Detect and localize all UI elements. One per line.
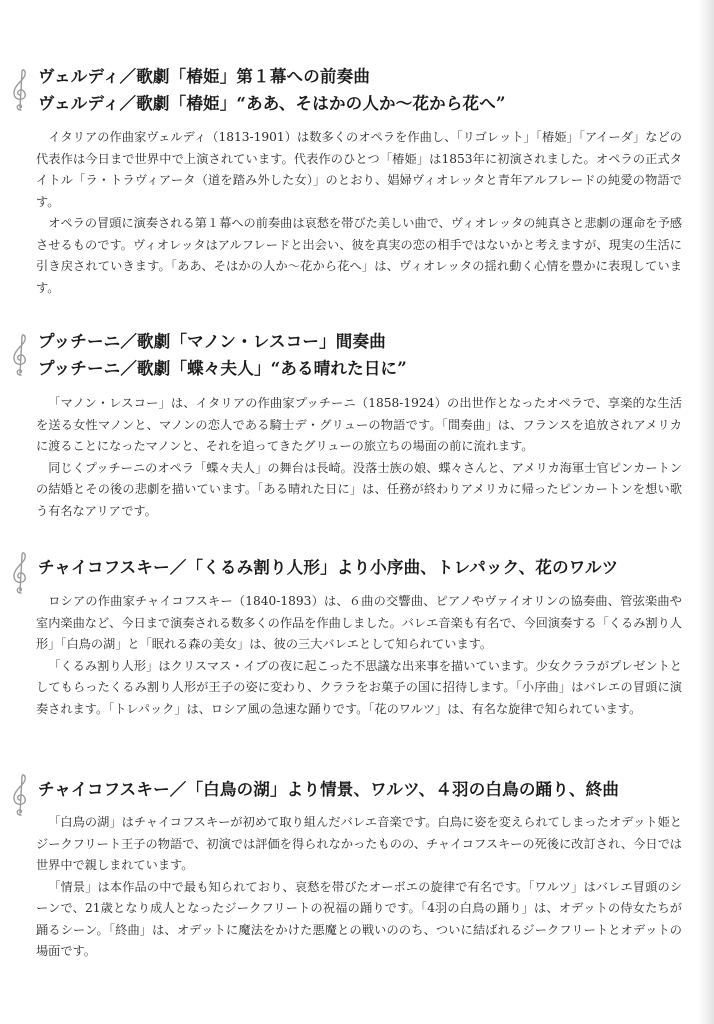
section-body bbox=[36, 393, 682, 522]
section-title: プッチーニ／歌劇「蝶々夫人」“ある晴れた日に” bbox=[38, 359, 407, 378]
section-title: プッチーニ／歌劇「マノン・レスコー」間奏曲 bbox=[38, 332, 386, 351]
treble-clef-icon bbox=[10, 551, 30, 595]
paragraph: 同じくプッチーニのオペラ「蝶々夫人」の舞台は長崎。没落士族の娘、蝶々さんと、アメリカ海軍士官ピンカートンの結婚とその後の悲劇を描いています。「ある晴れた日に」は、任務が終わりアメリカに帰ったピンカートンを想い歌う有名なアリアです。 bbox=[36, 460, 682, 518]
treble-clef-icon bbox=[10, 333, 30, 377]
treble-clef-icon bbox=[10, 773, 30, 817]
section-body bbox=[36, 127, 682, 299]
paragraph: イタリアの作曲家ヴェルディ（1813-1901）は数多くのオペラを作曲し、「リゴレット」「椿姫」「アイーダ」などの代表作は今日まで世界中で上演されています。代表作のひとつ「椿姫」は1853年に初演されました。オペラの正式タイトル「ラ・トラヴィアータ（道を踏み外した女）」のとおり、娼婦ヴィオレッタと青年アルフレードの純愛の物語です。 bbox=[36, 130, 682, 209]
paragraph: 「くるみ割り人形」はクリスマス・イブの夜に起こった不思議な出来事を描いています。少女クララがプレゼントとしてもらったくるみ割り人形が王子の姿に変わり、クララをお菓子の国に招待します。「小序曲」はバレエの冒頭に演奏されます。「トレパック」は、ロシア風の急速な踊りです。「花のワルツ」は、有名な旋律で知られています。 bbox=[36, 658, 682, 716]
paragraph: 「情景」は本作品の中で最も知られており、哀愁を帯びたオーボエの旋律で有名です。「ワルツ」はバレエ冒頭のシーンで、21歳となり成人となったジークフリートの祝福の踊りです。「4羽の白鳥の踊り」は、オデットの侍女たちが踊るシーン。「終曲」は、オデットに魔法をかけた悪魔との戦いののち、ついに結ばれるジークフリートとオデットの場面です。 bbox=[36, 879, 682, 958]
page-edge-shadow bbox=[698, 0, 714, 1024]
section-body bbox=[36, 812, 682, 963]
paragraph: ロシアの作曲家チャイコフスキー（1840-1893）は、６曲の交響曲、ピアノやヴァイオリンの協奏曲、管弦楽曲や室内楽曲など、今日まで演奏される数多くの作品を作曲しました。バレエ音楽も有名で、今回演奏する「くるみ割り人形」「白鳥の湖」と「眠れる森の美女」は、彼の三大バレエとして知られています。 bbox=[36, 594, 682, 651]
section-title: チャイコフスキー／「白鳥の湖」より情景、ワルツ、４羽の白鳥の踊り、終曲 bbox=[38, 780, 620, 799]
section-title: ヴェルディ／歌劇「椿姫」第１幕への前奏曲 bbox=[38, 67, 371, 86]
paragraph: オペラの冒頭に演奏される第１幕への前奏曲は哀愁を帯びた美しい曲で、ヴィオレッタの純真さと悲劇の運命を予感させるものです。ヴィオレッタはアルフレードと出会い、彼を真実の恋の相手ではないかと考えますが、現実の生活に引き戻されていきます。「ああ、そはかの人か～花から花へ」は、ヴィオレッタの揺れ動く心情を豊かに表現しています。 bbox=[36, 216, 682, 295]
section-title: チャイコフスキー／「くるみ割り人形」より小序曲、トレパック、花のワルツ bbox=[38, 558, 619, 577]
paragraph: 「マノン・レスコー」は、イタリアの作曲家プッチーニ（1858-1924）の出世作となったオペラで、享楽的な生活を送る女性マノンと、マノンの恋人である騎士デ・グリューの物語です。「間奏曲」は、フランスを追放されアメリカに渡ることになったマノンと、それを追ってきたグリューの旅立ちの場面の前に流れます。 bbox=[36, 396, 682, 453]
paragraph: 「白鳥の湖」はチャイコフスキーが初めて取り組んだバレエ音楽です。白鳥に姿を変えられてしまったオデット姫とジークフリート王子の物語で、初演では評価を得られなかったものの、チャイコフスキーの死後に改訂され、今日では世界中で親しまれています。 bbox=[36, 815, 682, 872]
treble-clef-icon bbox=[10, 68, 30, 112]
section-body bbox=[36, 591, 682, 720]
section-title: ヴェルディ／歌劇「椿姫」“ああ、そはかの人か～花から花へ” bbox=[38, 94, 506, 113]
